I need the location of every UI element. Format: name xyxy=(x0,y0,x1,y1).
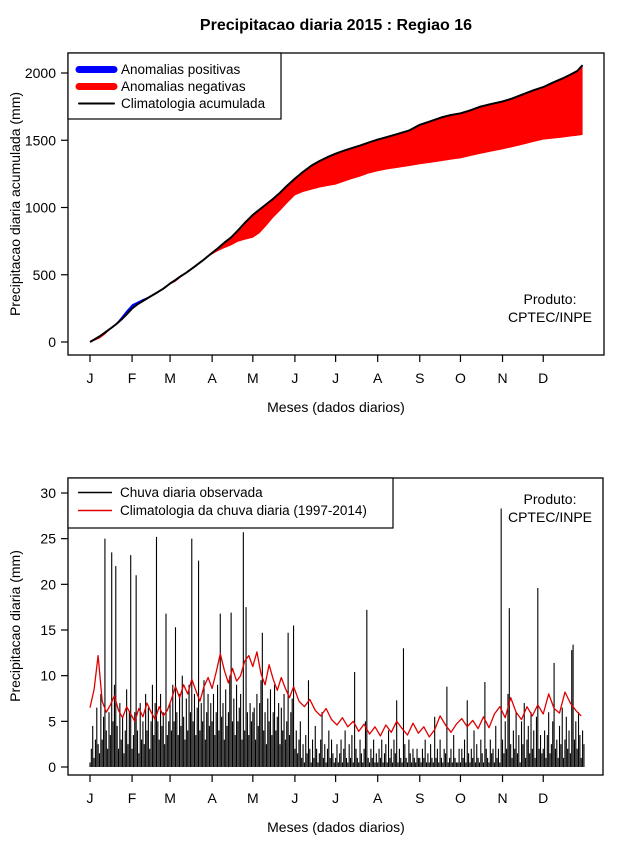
top-y-tick-label: 0 xyxy=(48,334,56,350)
top-y-axis-title: Precipitacao diaria acumulada (mm) xyxy=(7,91,23,317)
top-x-tick-label: J xyxy=(332,370,340,386)
top-x-tick-label: A xyxy=(207,370,217,386)
top-y-tick-label: 500 xyxy=(32,266,56,283)
bottom-x-tick-label: F xyxy=(127,790,137,806)
bottom-x-tick-label: O xyxy=(455,790,466,806)
top-y-tick-label: 1500 xyxy=(24,132,56,149)
bottom-x-tick-label: J xyxy=(332,790,340,806)
bottom-y-tick-label: 15 xyxy=(40,622,56,639)
top-x-tick-label: N xyxy=(497,370,508,386)
bottom-x-tick-label: A xyxy=(373,790,383,806)
top-legend xyxy=(68,53,281,119)
top-x-tick-label: D xyxy=(538,370,549,386)
top-produto-line1: Produto: xyxy=(523,291,577,307)
bottom-y-axis-title: Precipitacao diaria (mm) xyxy=(7,550,23,702)
bottom-x-tick-label: N xyxy=(497,790,508,806)
bottom-y-tick-label: 30 xyxy=(40,485,56,502)
bottom-y-tick-label: 0 xyxy=(48,759,56,775)
top-y-tick-label: 1000 xyxy=(24,199,56,216)
top-y-tick-label: 2000 xyxy=(24,65,56,81)
bottom-produto-line1: Produto: xyxy=(523,491,577,507)
bottom-x-tick-label: J xyxy=(291,790,299,806)
bottom-y-tick-label: 20 xyxy=(40,576,56,593)
bottom-y-tick-label: 25 xyxy=(40,530,56,547)
top-legend-label: Anomalias positivas xyxy=(121,62,241,77)
top-produto-annotation xyxy=(508,291,592,325)
bottom-legend xyxy=(68,478,393,528)
bottom-x-tick-label: D xyxy=(538,790,549,806)
top-legend-label: Climatologia acumulada xyxy=(121,96,266,111)
top-x-tick-label: J xyxy=(86,370,94,386)
bottom-x-tick-label: J xyxy=(86,790,94,806)
top-x-tick-label: A xyxy=(373,370,383,386)
bottom-produto-line2: CPTEC/INPE xyxy=(507,509,593,525)
bottom-x-tick-label: M xyxy=(164,790,176,806)
bottom-produto-annotation xyxy=(508,491,592,525)
bottom-y-tick-label: 10 xyxy=(40,667,56,684)
top-x-tick-label: F xyxy=(127,370,137,386)
top-x-axis-title: Meses (dados diarios) xyxy=(267,399,405,415)
bottom-x-tick-label: S xyxy=(415,790,425,806)
top-x-tick-label: M xyxy=(164,370,176,386)
bottom-x-axis-title: Meses (dados diarios) xyxy=(267,819,405,835)
top-x-tick-label: M xyxy=(247,370,259,386)
top-x-tick-label: J xyxy=(291,370,299,386)
top-produto-line2: CPTEC/INPE xyxy=(507,309,593,325)
bottom-x-tick-label: M xyxy=(247,790,259,806)
top-x-tick-label: O xyxy=(455,370,466,386)
top-legend-label: Anomalias negativas xyxy=(121,79,246,94)
bottom-legend-label: Chuva diaria observada xyxy=(120,485,263,500)
bottom-x-tick-label: A xyxy=(207,790,217,806)
bottom-legend-label: Climatologia da chuva diaria (1997-2014) xyxy=(120,503,367,518)
bottom-y-tick-label: 5 xyxy=(48,713,56,730)
top-x-tick-label: S xyxy=(415,370,425,386)
chart-title: Precipitacao diaria 2015 : Regiao 16 xyxy=(199,17,473,34)
